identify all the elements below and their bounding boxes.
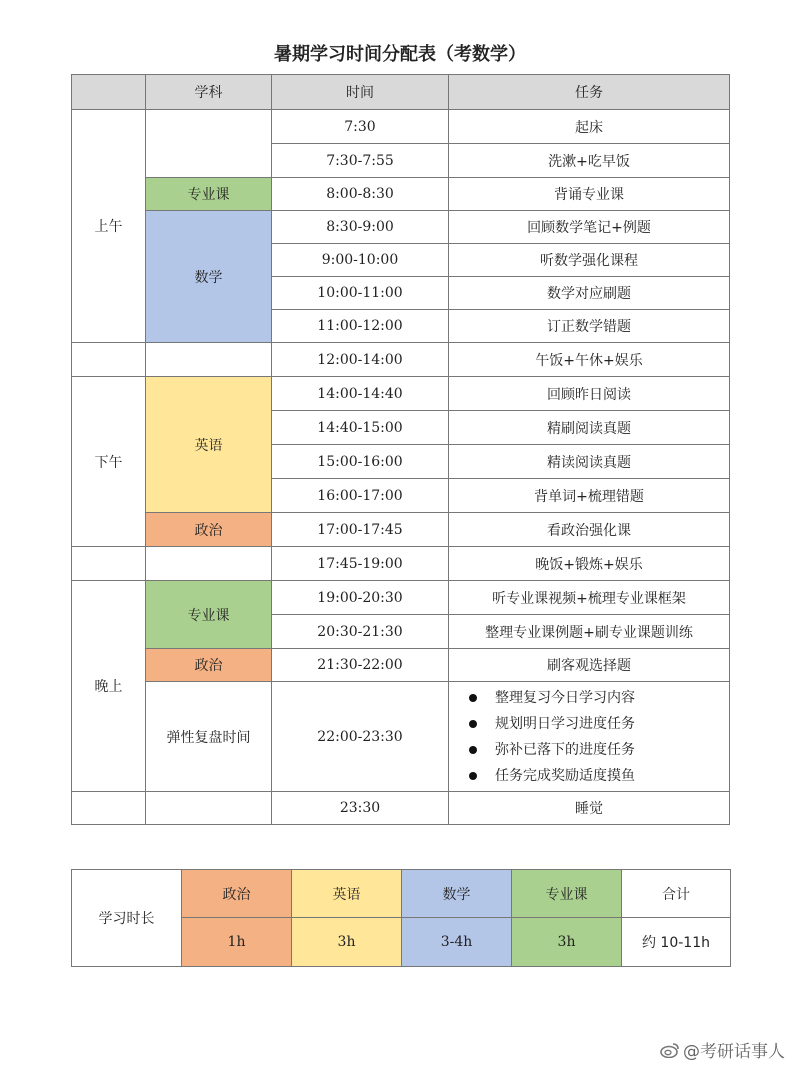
table-row [72, 178, 730, 211]
list-item [495, 711, 729, 737]
task-cell: 整理专业课例题+刷专业课题训练 [449, 615, 730, 649]
subject-empty [146, 547, 272, 581]
subject-zhengzhi-evening: 政治 [146, 649, 272, 682]
subject-empty [146, 110, 272, 178]
task-cell: 数学对应刷题 [449, 277, 730, 310]
page-title: 暑期学习时间分配表（考数学） [274, 44, 526, 65]
time-cell: 17:00-17:45 [272, 513, 449, 547]
watermark [660, 1037, 785, 1062]
table-row [72, 377, 730, 411]
summary-value-zhuanye: 3h [512, 918, 622, 967]
bullet-icon [469, 746, 477, 754]
table-row [72, 649, 730, 682]
time-cell: 14:00-14:40 [272, 377, 449, 411]
period-empty [72, 343, 146, 377]
subject-zhengzhi: 政治 [146, 513, 272, 547]
header-task: 任务 [449, 75, 730, 110]
list-item [495, 737, 729, 763]
task-cell: 起床 [449, 110, 730, 144]
list-item-text: 整理复习今日学习内容 [495, 689, 635, 706]
task-cell: 背诵专业课 [449, 178, 730, 211]
summary-value-yingyu: 3h [292, 918, 402, 967]
schedule-table [71, 74, 730, 825]
time-cell: 15:00-16:00 [272, 445, 449, 479]
summary-label: 学习时长 [72, 870, 182, 967]
task-cell: 精读阅读真题 [449, 445, 730, 479]
header-blank [72, 75, 146, 110]
period-evening: 晚上 [72, 581, 146, 792]
subject-empty [146, 792, 272, 825]
task-cell: 回顾数学笔记+例题 [449, 211, 730, 244]
summary-value-zhengzhi: 1h [182, 918, 292, 967]
weibo-icon [660, 1042, 680, 1058]
task-cell: 晚饭+锻炼+娱乐 [449, 547, 730, 581]
task-cell: 看政治强化课 [449, 513, 730, 547]
bullet-icon [469, 772, 477, 780]
header-subject: 学科 [146, 75, 272, 110]
task-cell: 背单词+梳理错题 [449, 479, 730, 513]
list-item [495, 685, 729, 711]
subject-empty [146, 343, 272, 377]
summary-col-zhengzhi: 政治 [182, 870, 292, 918]
table-header-row [72, 75, 730, 110]
task-cell: 订正数学错题 [449, 310, 730, 343]
summary-value-shuxue: 3-4h [402, 918, 512, 967]
period-afternoon: 下午 [72, 377, 146, 547]
list-item-text: 任务完成奖励适度摸鱼 [495, 767, 635, 784]
subject-zhuanye-evening: 专业课 [146, 581, 272, 649]
time-cell: 7:30-7:55 [272, 144, 449, 178]
watermark-text: @考研话事人 [683, 1042, 785, 1062]
summary-table [71, 869, 731, 967]
time-cell: 21:30-22:00 [272, 649, 449, 682]
time-cell: 22:00-23:30 [272, 682, 449, 792]
time-cell: 10:00-11:00 [272, 277, 449, 310]
time-cell: 17:45-19:00 [272, 547, 449, 581]
task-cell: 洗漱+吃早饭 [449, 144, 730, 178]
task-cell: 回顾昨日阅读 [449, 377, 730, 411]
table-row [72, 513, 730, 547]
table-row [72, 110, 730, 144]
summary-head-row [72, 870, 731, 918]
table-row [72, 682, 730, 792]
time-cell: 8:30-9:00 [272, 211, 449, 244]
task-cell: 听数学强化课程 [449, 244, 730, 277]
table-row [72, 547, 730, 581]
time-cell: 19:00-20:30 [272, 581, 449, 615]
task-cell: 睡觉 [449, 792, 730, 825]
time-cell: 9:00-10:00 [272, 244, 449, 277]
summary-col-shuxue: 数学 [402, 870, 512, 918]
period-empty [72, 792, 146, 825]
time-cell: 23:30 [272, 792, 449, 825]
header-time: 时间 [272, 75, 449, 110]
table-row [72, 211, 730, 244]
period-morning: 上午 [72, 110, 146, 343]
list-item [495, 763, 729, 789]
list-item-text: 规划明日学习进度任务 [495, 715, 635, 732]
period-empty [72, 547, 146, 581]
task-cell: 听专业课视频+梳理专业课框架 [449, 581, 730, 615]
task-cell: 刷客观选择题 [449, 649, 730, 682]
subject-shuxue: 数学 [146, 211, 272, 343]
task-list-cell [449, 682, 730, 792]
subject-zhuanye: 专业课 [146, 178, 272, 211]
time-cell: 20:30-21:30 [272, 615, 449, 649]
table-row [72, 343, 730, 377]
bullet-icon [469, 720, 477, 728]
summary-col-zhuanye: 专业课 [512, 870, 622, 918]
subject-review: 弹性复盘时间 [146, 682, 272, 792]
bullet-icon [469, 694, 477, 702]
summary-value-total: 约 10-11h [622, 918, 731, 967]
task-cell: 精刷阅读真题 [449, 411, 730, 445]
time-cell: 7:30 [272, 110, 449, 144]
table-row [72, 581, 730, 615]
subject-yingyu: 英语 [146, 377, 272, 513]
time-cell: 8:00-8:30 [272, 178, 449, 211]
task-cell: 午饭+午休+娱乐 [449, 343, 730, 377]
time-cell: 12:00-14:00 [272, 343, 449, 377]
time-cell: 14:40-15:00 [272, 411, 449, 445]
time-cell: 16:00-17:00 [272, 479, 449, 513]
summary-col-yingyu: 英语 [292, 870, 402, 918]
table-row [72, 792, 730, 825]
list-item-text: 弥补已落下的进度任务 [495, 741, 635, 758]
task-list [449, 685, 729, 789]
summary-col-total: 合计 [622, 870, 731, 918]
time-cell: 11:00-12:00 [272, 310, 449, 343]
